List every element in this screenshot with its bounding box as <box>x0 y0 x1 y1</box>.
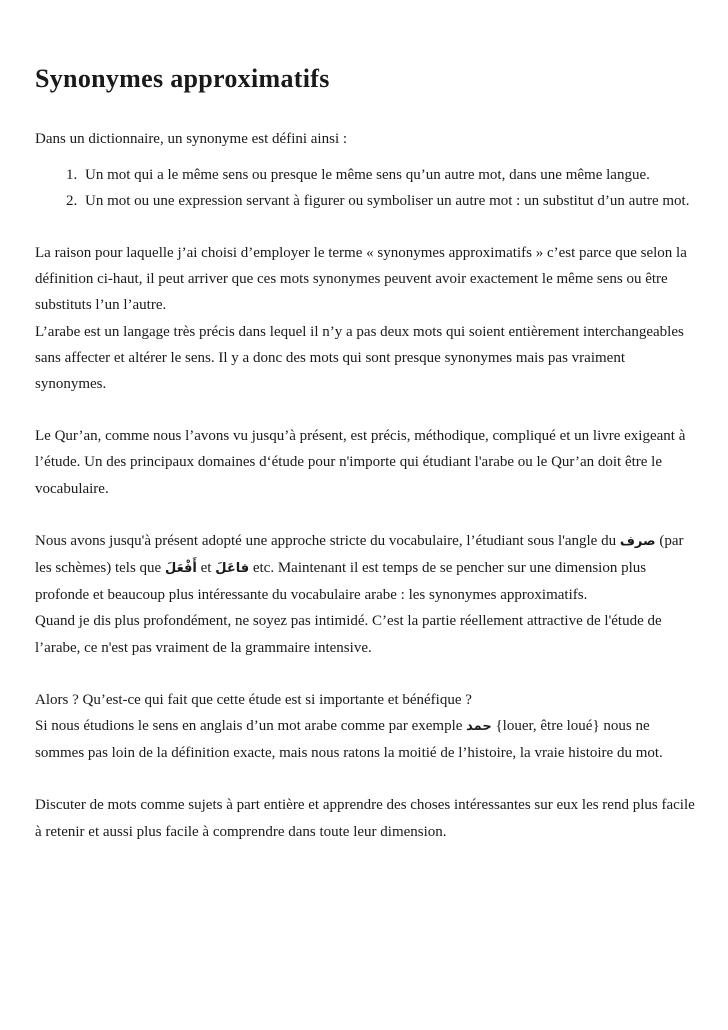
approach-text-b: (par les schèmes) tels que <box>35 532 684 577</box>
definition-item: 1. Un mot qui a le même sens ou presque le même sens qu’un autre mot, dans une même langue. <box>81 162 695 188</box>
approach-text-d: etc. Maintenant il est temps de se pencher sur une dimension plus profonde et beaucoup plus intéressante du vocabulaire arabe : les synonymes approximatifs. <box>35 560 647 604</box>
paragraph-conclusion: Discuter de mots comme sujets à part entière et apprendre des choses intéressantes sur eux les rend plus facile à retenir et aussi plus facile à comprendre dans toute leur dimension. <box>35 797 695 840</box>
approach-text-c: et <box>200 560 212 577</box>
paragraph-example <box>35 713 695 766</box>
paragraph-question: Alors ? Qu’est-ce qui fait que cette étude est si importante et bénéfique ? <box>35 691 472 708</box>
paragraph-spacer <box>35 397 695 423</box>
paragraph-reason: La raison pour laquelle j’ai choisi d’employer le terme « synonymes approximatifs » c’est parce que selon la définition ci-haut, il peut arriver que ces mots synonymes peuvent avoir exactement le même sens ou être substituts l’un l’autre. <box>35 245 687 314</box>
intro-text: Dans un dictionnaire, un synonyme est défini ainsi : <box>35 131 348 147</box>
arabic-term-sarf: صرف <box>619 533 656 549</box>
paragraph-intimidate: Quand je dis plus profondément, ne soyez pas intimidé. C’est la partie réellement attractive de l'étude de l’arabe, ce n'est pas vraiment de la grammaire intensive. <box>35 613 662 656</box>
paragraph-spacer <box>35 661 695 687</box>
definition-list <box>35 162 695 214</box>
document-page <box>35 62 695 845</box>
arabic-term-faala: فاعَلَ <box>215 561 250 577</box>
arabic-term-afala: أَفْعَلَ <box>164 561 197 577</box>
arabic-term-hamd: حمد <box>466 719 492 735</box>
paragraph-approach <box>35 528 695 609</box>
paragraph-spacer <box>35 502 695 528</box>
paragraph-quran: Le Qur’an, comme nous l’avons vu jusqu’à présent, est précis, méthodique, compliqué et un livre exigeant à l’étude. Un des principaux domaines d‘étude pour n'importe qui étudiant l'arabe ou le Qur’an doit être le vocabulaire. <box>35 428 686 497</box>
paragraph-arabic-precision: L’arabe est un langage très précis dans lequel il n’y a pas deux mots qui soient entièrement interchangeables sans affecter et altérer le sens. Il y a donc des mots qui sont presque synonymes mais pas vraiment synonymes. <box>35 323 684 393</box>
definition-item: 2. Un mot ou une expression servant à figurer ou symboliser un autre mot : un substitut d’un autre mot. <box>81 188 695 214</box>
paragraph-spacer <box>35 766 695 792</box>
document-title: Synonymes approximatifs <box>35 64 330 93</box>
paragraph-spacer <box>35 214 695 240</box>
approach-text-a: Nous avons jusqu'à présent adopté une approche stricte du vocabulaire, l’étudiant sous l'angle du <box>35 532 617 549</box>
example-text-b: {louer, être loué} nous ne sommes pas loin de la définition exacte, mais nous ratons la moitié de l’histoire, la vraie histoire du mot. <box>35 718 663 762</box>
example-text-a: Si nous étudions le sens en anglais d’un mot arabe comme par exemple <box>35 718 463 735</box>
